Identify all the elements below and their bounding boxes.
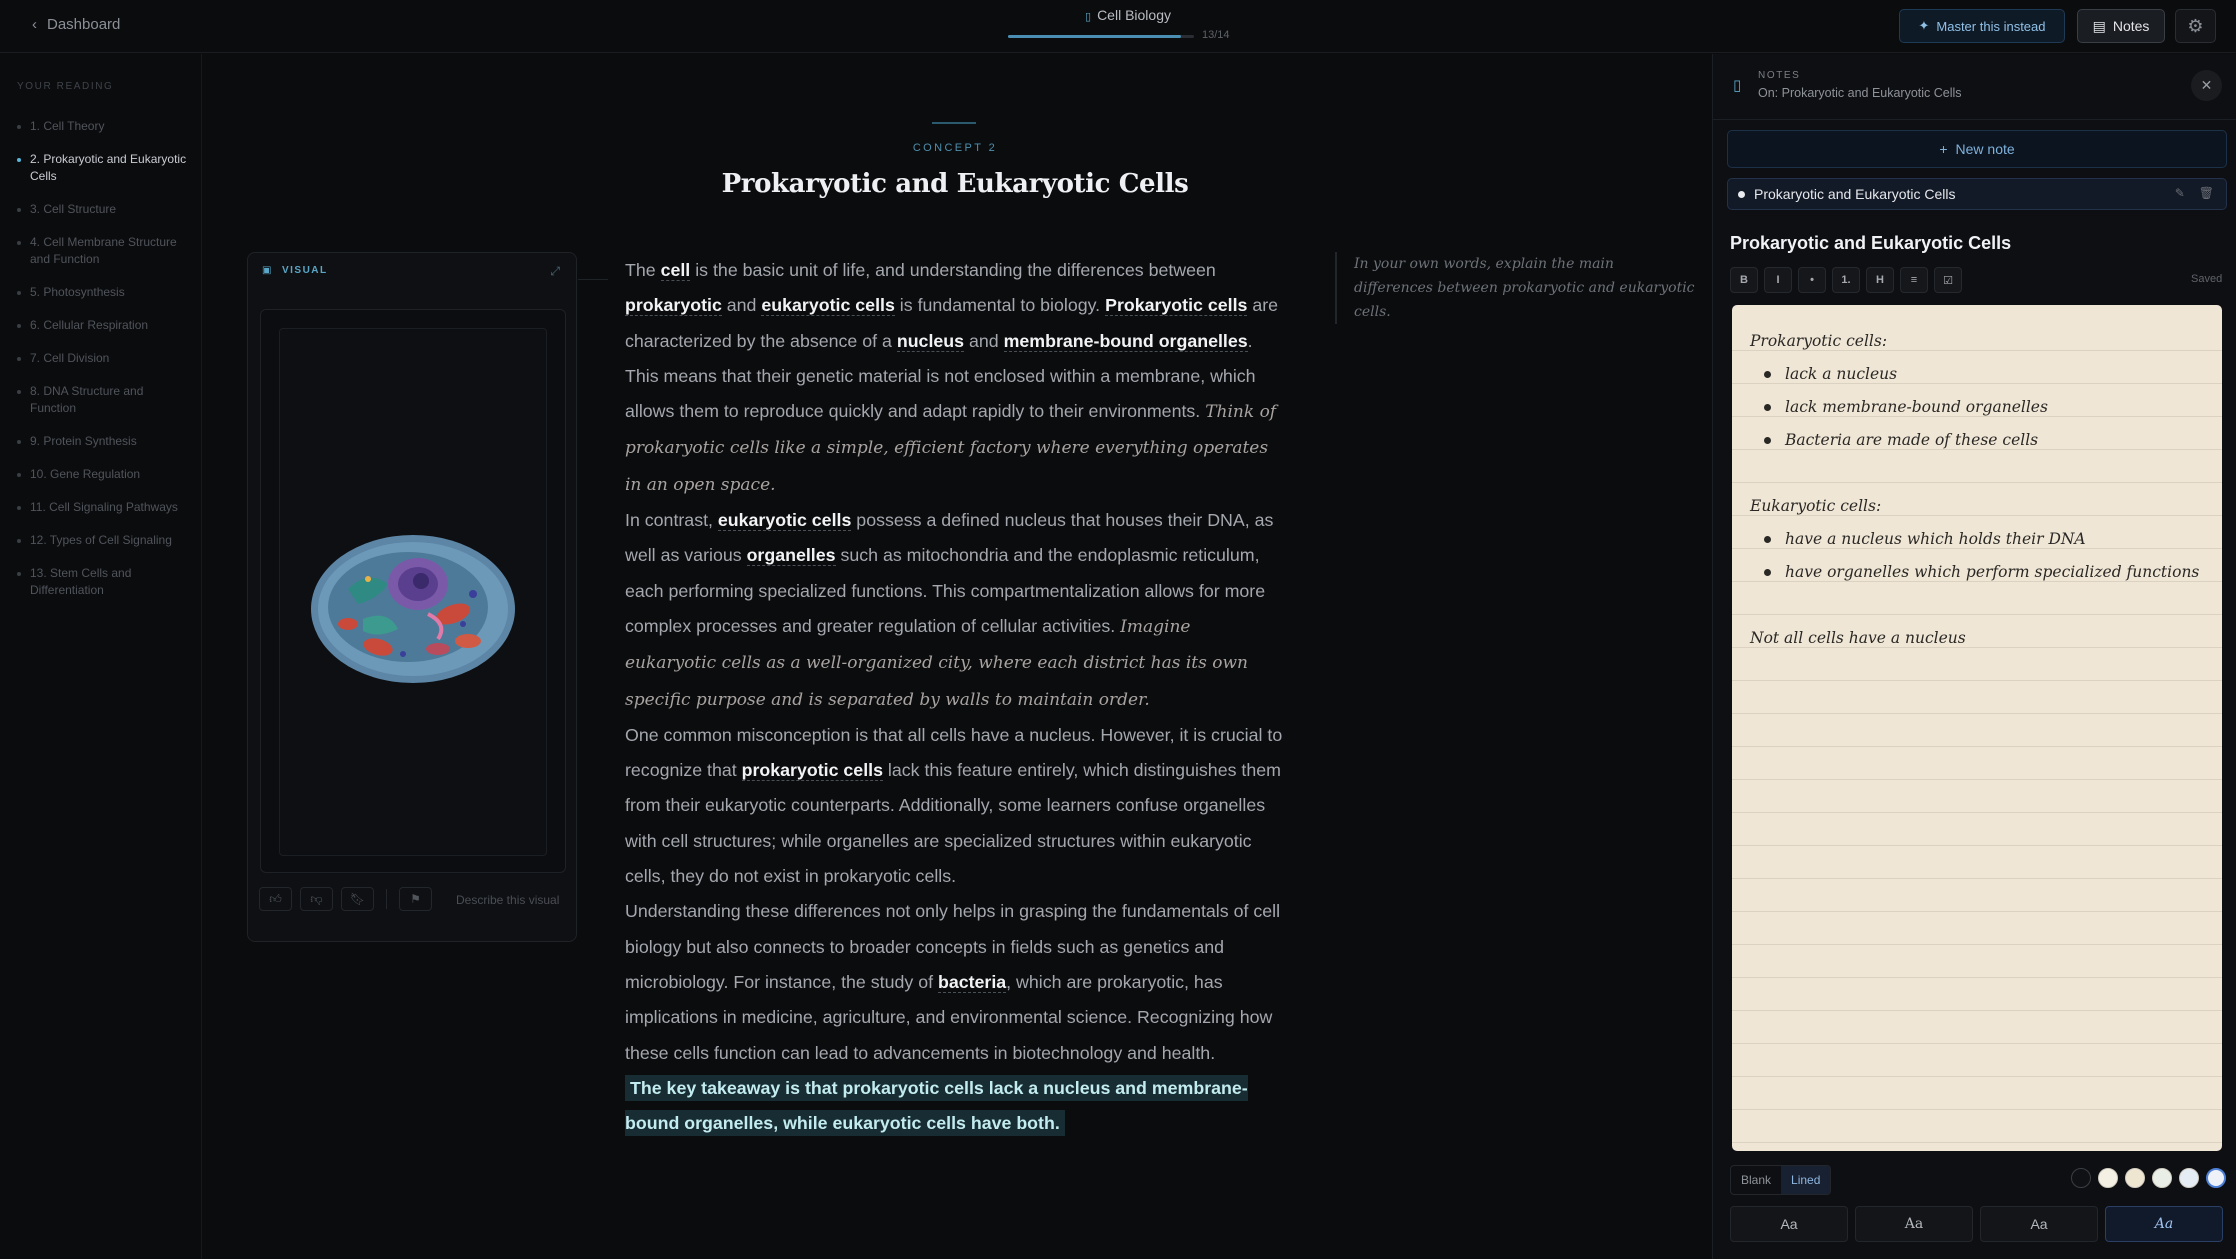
close-icon: ✕ xyxy=(2200,77,2213,93)
note-heading: Eukaryotic cells: xyxy=(1750,497,1882,515)
visual-viewport[interactable] xyxy=(279,328,547,856)
font-option[interactable]: Aa xyxy=(1980,1206,2098,1242)
sidebar-item[interactable] xyxy=(17,201,187,218)
body-text: is fundamental to biology. xyxy=(894,295,1106,316)
color-swatch[interactable] xyxy=(2098,1168,2118,1188)
concept-divider xyxy=(932,122,976,124)
note-bullet: have a nucleus which holds their DNA xyxy=(1764,523,2204,556)
master-button-label: Master this instead xyxy=(1936,18,2046,34)
reflection-prompt: In your own words, explain the main differences between prokaryotic and eukaryotic cells. xyxy=(1335,252,1695,324)
course-title xyxy=(1008,7,1248,23)
bullet-icon xyxy=(17,440,21,444)
sidebar-item-label: 3. Cell Structure xyxy=(30,202,117,216)
edit-icon[interactable]: ✎ xyxy=(2174,186,2185,200)
flag-icon[interactable]: ⚑ xyxy=(399,887,432,911)
key-term[interactable]: organelles xyxy=(746,545,836,566)
color-swatch[interactable] xyxy=(2206,1168,2226,1188)
sidebar-item-label: 5. Photosynthesis xyxy=(30,285,125,299)
sidebar-item-label: 11. Cell Signaling Pathways xyxy=(30,500,178,514)
divider xyxy=(1713,119,2236,120)
format-button[interactable]: • xyxy=(1798,267,1826,293)
book-icon: ▯ xyxy=(1085,11,1092,23)
bullet-icon xyxy=(17,241,21,245)
divider xyxy=(386,889,387,909)
note-bullet: lack membrane-bound organelles xyxy=(1764,391,2204,424)
close-notes-button[interactable] xyxy=(2191,70,2222,101)
format-button[interactable]: H xyxy=(1866,267,1894,293)
spacer xyxy=(1750,457,2204,490)
notebook-icon: ▯ xyxy=(1733,77,1742,94)
key-term[interactable]: prokaryotic xyxy=(625,295,722,316)
sidebar-item[interactable] xyxy=(17,532,187,549)
format-button[interactable]: I xyxy=(1764,267,1792,293)
sparkle-icon: ✦ xyxy=(1918,18,1930,33)
key-term[interactable]: Prokaryotic cells xyxy=(1105,295,1248,316)
color-swatch[interactable] xyxy=(2125,1168,2145,1188)
table-of-contents xyxy=(17,118,187,615)
font-option[interactable]: Aa xyxy=(1730,1206,1848,1242)
sidebar-item[interactable] xyxy=(17,118,187,135)
note-bullet-list xyxy=(1750,523,2204,589)
back-to-dashboard[interactable] xyxy=(32,16,120,33)
body-text: , which are prokaryotic, has implications in medicine, agriculture, and environmental science. Recognizing how these cells function can lead to advancements in biotechnology and health. xyxy=(625,971,1273,1063)
sidebar-item-label: 8. DNA Structure and Function xyxy=(30,384,144,415)
visual-frame xyxy=(260,309,566,873)
sidebar-item-label: 1. Cell Theory xyxy=(30,119,105,133)
back-label: Dashboard xyxy=(47,16,121,33)
paper-style-option[interactable]: Lined xyxy=(1781,1166,1830,1194)
article-paragraph xyxy=(625,718,1285,894)
visual-connector-line xyxy=(578,279,608,280)
sidebar-item[interactable] xyxy=(17,499,187,516)
bullet-icon xyxy=(17,208,21,212)
sidebar-item[interactable] xyxy=(17,350,187,367)
sidebar-item-label: 4. Cell Membrane Structure and Function xyxy=(30,235,177,266)
sidebar-item-label: 2. Prokaryotic and Eukaryotic Cells xyxy=(30,152,187,183)
image-icon: ▣ xyxy=(262,265,273,276)
visual-card xyxy=(247,252,577,942)
article-paragraph xyxy=(625,894,1285,1070)
bullet-icon xyxy=(17,158,21,162)
note-bullet: Bacteria are made of these cells xyxy=(1764,424,2204,457)
sidebar-item[interactable] xyxy=(17,234,187,268)
paper-style-toggle xyxy=(1730,1165,1831,1195)
bullet-icon xyxy=(17,324,21,328)
new-note-button[interactable] xyxy=(1727,130,2227,168)
describe-visual-link[interactable]: Describe this visual xyxy=(456,893,560,907)
notes-header-label: NOTES xyxy=(1758,70,1801,81)
reading-progress-bar xyxy=(1008,35,1194,38)
trash-icon[interactable]: 🗑︎ xyxy=(2198,186,2214,200)
sidebar-item[interactable] xyxy=(17,565,187,599)
top-bar xyxy=(0,0,2236,53)
body-text: In contrast, xyxy=(625,510,718,531)
bullet-icon xyxy=(17,291,21,295)
paper-style-option[interactable]: Blank xyxy=(1741,1173,1772,1187)
bullet-icon xyxy=(17,125,21,129)
article-paragraph xyxy=(625,503,1285,718)
note-text: Not all cells have a nucleus xyxy=(1750,629,1966,647)
thumbs-up-icon[interactable]: 👍︎ xyxy=(259,887,292,911)
note-editor[interactable] xyxy=(1732,305,2222,1151)
spacer xyxy=(1750,589,2204,622)
bullet-icon xyxy=(17,572,21,576)
plus-icon: + xyxy=(1939,141,1948,157)
body-text: possess a defined nucleus that houses their DNA, as well as various xyxy=(625,510,1274,566)
visual-feedback-bar xyxy=(259,887,432,911)
eukaryotic-cell-illustration xyxy=(308,529,518,689)
note-bullet: have organelles which perform specialized functions xyxy=(1764,556,2204,589)
note-bullet: lack a nucleus xyxy=(1764,358,2204,391)
note-bullet-list xyxy=(1750,358,2204,457)
key-term[interactable]: cell xyxy=(660,260,691,280)
sidebar-item-label: 6. Cellular Respiration xyxy=(30,318,149,332)
save-status: Saved xyxy=(2191,273,2223,285)
body-text: The xyxy=(625,260,661,280)
key-takeaway-highlight: The key takeaway is that prokaryotic cells lack a nucleus and membrane-bound organelles, while eukaryotic cells have both. xyxy=(625,1075,1248,1136)
font-style-options xyxy=(1730,1206,2223,1242)
format-button[interactable]: B xyxy=(1730,267,1758,293)
notes-button-label: Notes xyxy=(2112,18,2150,34)
note-title[interactable]: Prokaryotic and Eukaryotic Cells xyxy=(1730,233,2012,253)
body-text: One common misconception is that all cells have a nucleus. However, it is crucial to recognize that xyxy=(625,724,1283,781)
key-term[interactable]: nucleus xyxy=(896,330,965,351)
sidebar-item[interactable] xyxy=(17,433,187,450)
settings-button[interactable] xyxy=(2175,9,2216,43)
sidebar-item-label: 10. Gene Regulation xyxy=(30,467,141,481)
notes-header-subtitle: On: Prokaryotic and Eukaryotic Cells xyxy=(1758,86,1962,100)
paper-color-swatches xyxy=(2071,1168,2226,1188)
key-term[interactable]: eukaryotic cells xyxy=(717,510,852,531)
note-heading: Prokaryotic cells: xyxy=(1750,332,1888,350)
sidebar-item-label: 13. Stem Cells and Differentiation xyxy=(30,566,132,597)
body-text: such as mitochondria and the endoplasmic reticulum, each performing specialized functions. This compartmentalization allows for more complex processes and greater regulation of cellular activities. xyxy=(625,545,1266,636)
analogy-text: Think of prokaryotic cells like a simple, efficient factory where everything operates in an open space. xyxy=(625,402,1277,495)
note-list-item-title: Prokaryotic and Eukaryotic Cells xyxy=(1754,186,1956,202)
note-actions xyxy=(2175,186,2214,200)
new-note-label: New note xyxy=(1955,141,2015,157)
font-option[interactable]: Aa xyxy=(2105,1206,2223,1242)
concept-label: CONCEPT 2 xyxy=(912,142,998,154)
visual-header xyxy=(262,265,328,276)
color-swatch[interactable] xyxy=(2071,1168,2091,1188)
body-text: is the basic unit of life, and understanding the differences between xyxy=(690,260,1216,280)
body-text: Understanding these differences not only helps in grasping the fundamentals of cell biology but also connects to broader concepts in fields such as genetics and microbiology. For instance, the study of xyxy=(625,901,1281,992)
article-body xyxy=(625,253,1285,1141)
note-dot-icon xyxy=(1738,191,1745,198)
concept-title: Prokaryotic and Eukaryotic Cells xyxy=(721,169,1189,199)
sidebar-item[interactable] xyxy=(17,284,187,301)
bullet-icon xyxy=(17,473,21,477)
chevron-left-icon: ‹ xyxy=(32,16,37,33)
format-button[interactable]: ≡ xyxy=(1900,267,1928,293)
color-swatch[interactable] xyxy=(2179,1168,2199,1188)
formatting-toolbar xyxy=(1730,267,1962,293)
key-term[interactable]: bacteria xyxy=(937,971,1007,992)
format-button[interactable]: ☑ xyxy=(1934,267,1962,293)
progress-count: 13/14 xyxy=(1202,29,1230,41)
gear-icon: ⚙ xyxy=(2187,15,2204,36)
sidebar-item-label: 12. Types of Cell Signaling xyxy=(30,533,172,547)
course-title-text: Cell Biology xyxy=(1097,7,1171,23)
master-this-button[interactable] xyxy=(1899,9,2065,43)
sidebar-title: YOUR READING xyxy=(17,81,114,92)
bullet-icon xyxy=(17,357,21,361)
sidebar-item[interactable] xyxy=(17,383,187,417)
visual-label: VISUAL xyxy=(281,265,328,276)
takeaway-paragraph xyxy=(625,1071,1285,1142)
bullet-icon xyxy=(17,539,21,543)
key-term[interactable]: eukaryotic cells xyxy=(761,295,895,316)
color-swatch[interactable] xyxy=(2152,1168,2172,1188)
bullet-icon xyxy=(17,390,21,394)
body-text: . This means that their genetic material is not enclosed within a membrane, which allows them to reproduce quickly and adapt rapidly to their environments. xyxy=(625,330,1256,422)
sidebar-item-label: 9. Protein Synthesis xyxy=(30,434,137,448)
key-term[interactable]: membrane-bound organelles xyxy=(1003,330,1248,351)
thumbs-down-icon[interactable]: 👎︎ xyxy=(300,887,333,911)
key-term[interactable]: prokaryotic cells xyxy=(741,760,883,781)
format-button[interactable]: 1. xyxy=(1832,267,1860,293)
analogy-text: Imagine eukaryotic cells as a well-organized city, where each district has its own specific purpose and is separated by walls to maintain order. xyxy=(625,616,1248,710)
body-text: and xyxy=(964,330,1004,351)
font-option[interactable]: Aa xyxy=(1855,1206,1973,1242)
article-paragraph xyxy=(625,253,1285,503)
reading-sidebar xyxy=(0,54,202,1259)
notebook-icon: ▤ xyxy=(2092,17,2106,34)
bullet-icon xyxy=(17,506,21,510)
sidebar-item[interactable] xyxy=(17,317,187,334)
sidebar-item[interactable] xyxy=(17,151,187,185)
notes-panel xyxy=(1712,54,2236,1259)
progress-fill xyxy=(1008,35,1181,38)
bookmark-icon[interactable]: 🔖︎ xyxy=(341,887,374,911)
body-text: lack this feature entirely, which distinguishes them from their eukaryotic counterparts. Additionally, some learners confuse organelles with cell structures; while organelles are specialized structures within eukaryotic cells, they do not exist in prokaryotic cells. xyxy=(625,760,1281,887)
notes-toggle-button[interactable] xyxy=(2077,9,2165,43)
note-list-item[interactable] xyxy=(1727,178,2227,210)
body-text: and xyxy=(721,295,762,316)
body-text: are characterized by the absence of a xyxy=(625,295,1279,351)
sidebar-item[interactable] xyxy=(17,466,187,483)
sidebar-item-label: 7. Cell Division xyxy=(30,351,110,365)
expand-icon[interactable]: ⤢ xyxy=(550,264,560,278)
